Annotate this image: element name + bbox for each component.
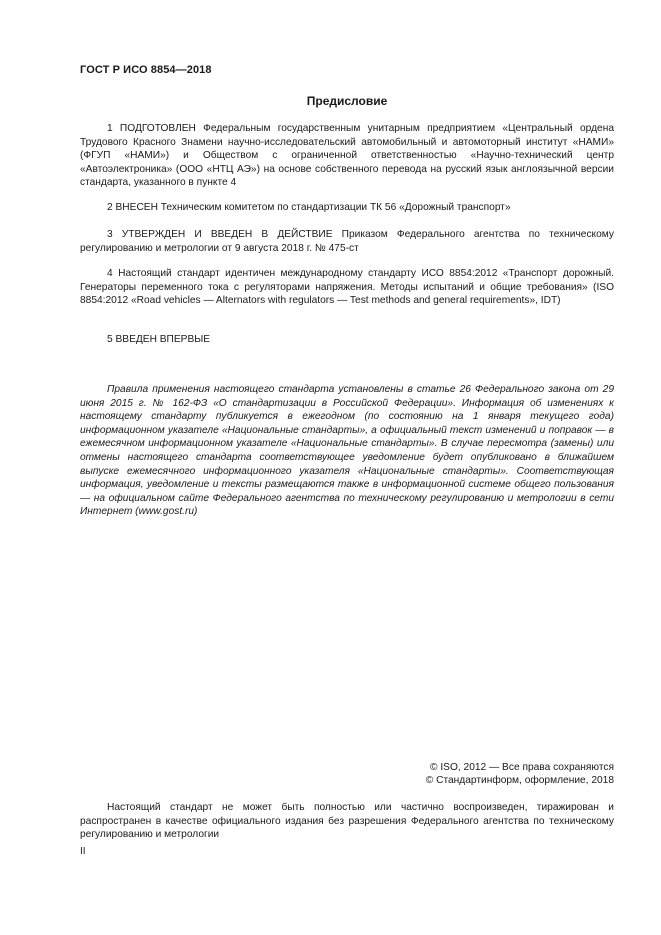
- foreword-item-1: 1 ПОДГОТОВЛЕН Федеральным государственным унитарным предприятием «Центральный ордена Трудового Красного Знамени научно-исследовательский автомобильный и автомоторный институт «НАМИ» (ФГУП «НАМИ») и Обществом с ограниченной ответственностью «Научно-технический центр «Автоэлектроника» (ООО «НТЦ АЭ») на основе собственного перевода на русский язык англоязычной версии стандарта, указанного в пункте 4: [80, 123, 614, 188]
- foreword-item-3: 3 УТВЕРЖДЕН И ВВЕДЕН В ДЕЙСТВИЕ Приказом Федерального агентства по техническому регулированию и метрологии от 9 августа 2018 г. № 475-ст: [80, 229, 614, 254]
- foreword-item-4: 4 Настоящий стандарт идентичен международному стандарту ИСО 8854:2012 «Транспорт дорожный. Генераторы переменного тока с регуляторами напряжения. Методы испытаний и общие требования» (ISO 8854:2012 «Road vehicles — Alternators with regulators — Test methods and general requirements», IDT): [80, 268, 614, 306]
- application-rules-notice: Правила применения настоящего стандарта установлены в статье 26 Федерального закона от 29 июня 2015 г. № 162-ФЗ «О стандартизации в Российской Федерации». Информация об изменениях к настоящему стандарту публикуется в ежегодном (по состоянию на 1 января текущего года) информационном указателе «Национальные стандарты», а официальный текст изменений и поправок — в ежемесячном информационном указателе «Национальные стандарты». В случае пересмотра (замены) или отмены настоящего стандарта соответствующее уведомление будет опубликовано в ближайшем выпуске ежемесячного информационного указателя «Национальные стандарты». Соответствующая информация, уведомление и тексты размещаются также в информационной системе общего пользования — на официальном сайте Федерального агентства по техническому регулированию и метрологии в сети Интернет (www.gost.ru): [80, 384, 614, 518]
- page-number: II: [80, 846, 86, 857]
- foreword-title: Предисловие: [306, 94, 388, 108]
- copyright-standartinform: © Стандартинформ, оформление, 2018: [425, 775, 614, 786]
- reproduction-notice: Настоящий стандарт не может быть полностью или частично воспроизведен, тиражирован и распространен в качестве официального издания без разрешения Федерального агентства по техническому регулированию и метрологии: [80, 802, 614, 840]
- foreword-item-2: 2 ВНЕСЕН Техническим комитетом по стандартизации ТК 56 «Дорожный транспорт»: [107, 202, 511, 213]
- copyright-iso: © ISO, 2012 — Все права сохраняются: [430, 762, 614, 773]
- document-code: ГОСТ Р ИСО 8854—2018: [80, 64, 212, 76]
- foreword-item-5: 5 ВВЕДЕН ВПЕРВЫЕ: [107, 334, 211, 345]
